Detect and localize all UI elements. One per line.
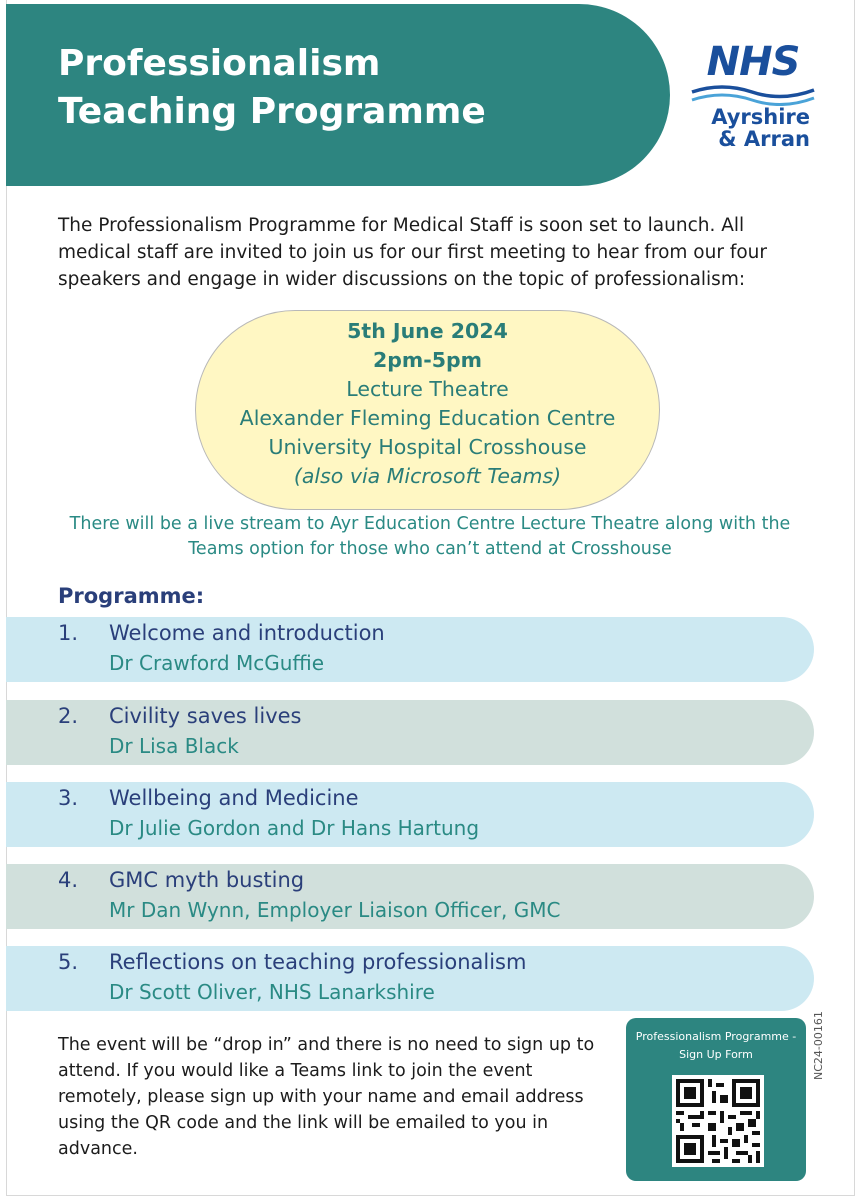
item-speaker: Dr Julie Gordon and Dr Hans Hartung <box>109 816 480 840</box>
item-number: 3. <box>58 786 79 810</box>
nhs-brand-mark: NHS <box>698 42 808 82</box>
dropin-paragraph: The event will be “drop in” and there is no need to sign up to attend. If you would like a Teams link to join the event remotely, please sign up with your name and email address using the QR code and the link will be emailed to you in advance. <box>58 1035 595 1159</box>
title-line-1: Professionalism <box>58 43 381 84</box>
qr-card[interactable] <box>626 1018 806 1181</box>
qr-code-icon <box>672 1075 764 1167</box>
org-name-line-1: Ayrshire <box>711 105 810 129</box>
event-room: Lecture Theatre <box>346 377 509 401</box>
item-number: 4. <box>58 868 79 892</box>
event-details <box>195 310 660 510</box>
item-speaker: Dr Lisa Black <box>109 734 239 758</box>
stream-note: There will be a live stream to Ayr Education Centre Lecture Theatre along with the Teams option for those who can’t attend at Crosshouse <box>69 514 791 559</box>
item-speaker: Dr Crawford McGuffie <box>109 651 325 675</box>
item-title: Welcome and introduction <box>109 621 385 645</box>
programme-item-3 <box>6 782 814 847</box>
intro-paragraph: The Professionalism Programme for Medical Staff is soon set to launch. All medical staff are invited to join us for our first meeting to hear from our four speakers and engage in wider discussions on the topic of professionalism: <box>58 215 767 290</box>
nhs-logo <box>690 39 820 151</box>
org-name-line-2: & Arran <box>718 127 810 151</box>
event-remote: (also via Microsoft Teams) <box>293 464 562 488</box>
programme-item-5 <box>6 946 814 1011</box>
programme-item-2 <box>6 700 814 765</box>
programme-heading: Programme: <box>58 584 205 608</box>
event-date: 5th June 2024 <box>347 319 508 343</box>
waves-icon <box>690 84 816 106</box>
qr-code[interactable] <box>672 1075 764 1167</box>
item-title: Wellbeing and Medicine <box>109 786 359 810</box>
item-number: 5. <box>58 950 79 974</box>
page-title <box>58 40 486 136</box>
programme-item-4 <box>6 864 814 929</box>
event-hospital: University Hospital Crosshouse <box>268 435 587 459</box>
item-speaker: Mr Dan Wynn, Employer Liaison Officer, GMC <box>109 898 561 922</box>
item-number: 1. <box>58 621 79 645</box>
event-centre: Alexander Fleming Education Centre <box>239 406 616 430</box>
item-speaker: Dr Scott Oliver, NHS Lanarkshire <box>109 980 435 1004</box>
programme-item-1 <box>6 617 814 682</box>
item-title: GMC myth busting <box>109 868 305 892</box>
item-title: Reflections on teaching professionalism <box>109 950 527 974</box>
item-title: Civility saves lives <box>109 704 302 728</box>
event-time: 2pm-5pm <box>372 348 483 372</box>
item-number: 2. <box>58 704 79 728</box>
title-line-2: Teaching Programme <box>58 91 486 132</box>
qr-caption: Professionalism Programme - Sign Up Form <box>635 1030 797 1061</box>
document-code: NC24-00161 <box>812 1011 825 1080</box>
